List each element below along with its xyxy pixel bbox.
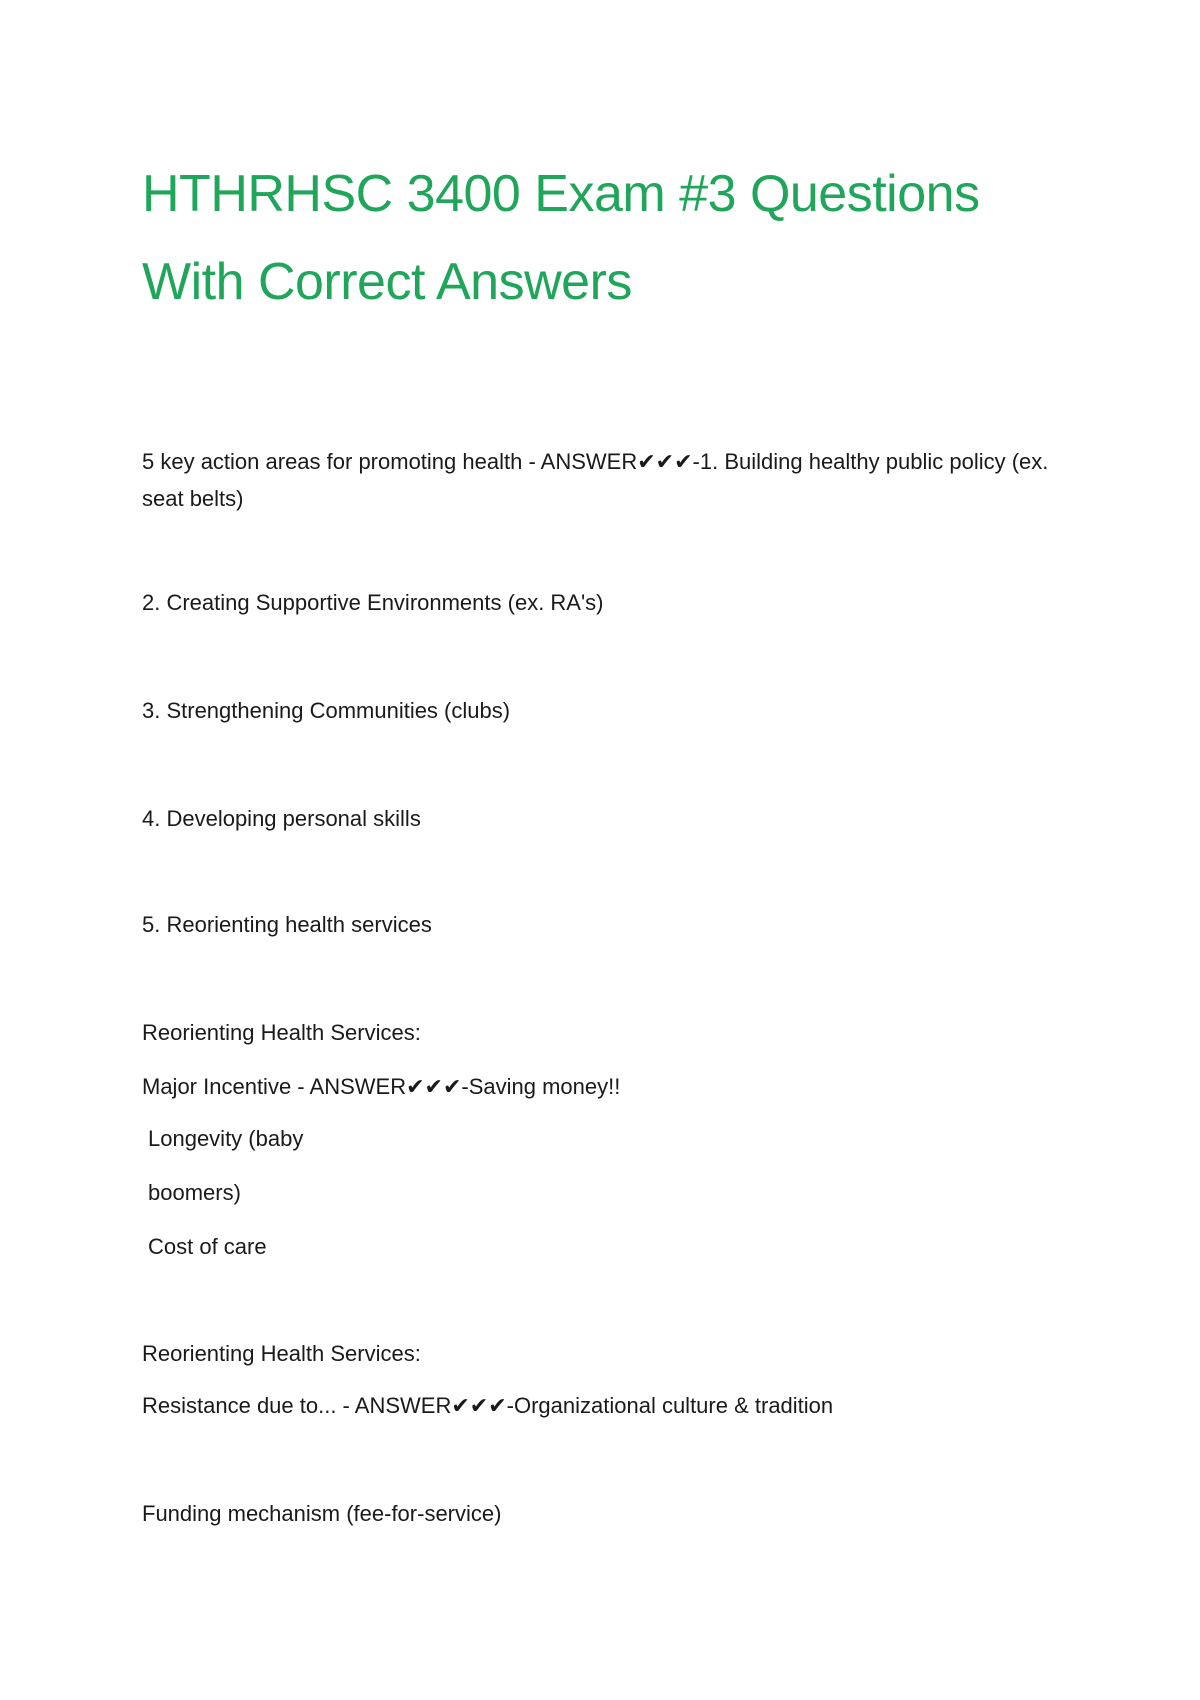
- answer-line-boomers: boomers): [148, 1180, 241, 1205]
- section-heading-reorienting-1: Reorienting Health Services:: [142, 1020, 421, 1045]
- qa-line-key-action-areas: 5 key action areas for promoting health - ANSWER✔✔✔-1. Building healthy public policy (ex. seat belts): [142, 449, 1049, 511]
- answer-line-funding: Funding mechanism (fee-for-service): [142, 1501, 502, 1526]
- list-item-4: 4. Developing personal skills: [142, 806, 421, 831]
- list-item-5: 5. Reorienting health services: [142, 912, 432, 937]
- qa-line-major-incentive: Major Incentive - ANSWER✔✔✔-Saving money!!: [142, 1074, 621, 1099]
- answer-line-longevity: Longevity (baby: [148, 1126, 304, 1151]
- list-item-3: 3. Strengthening Communities (clubs): [142, 698, 511, 723]
- list-item-2: 2. Creating Supportive Environments (ex. RA's): [142, 590, 604, 615]
- answer-line-cost-of-care: Cost of care: [148, 1234, 267, 1259]
- section-heading-reorienting-2: Reorienting Health Services:: [142, 1341, 421, 1366]
- document-title: HTHRHSC 3400 Exam #3 Questions With Correct Answers: [142, 165, 980, 311]
- qa-line-resistance: Resistance due to... - ANSWER✔✔✔-Organizational culture & tradition: [142, 1393, 834, 1418]
